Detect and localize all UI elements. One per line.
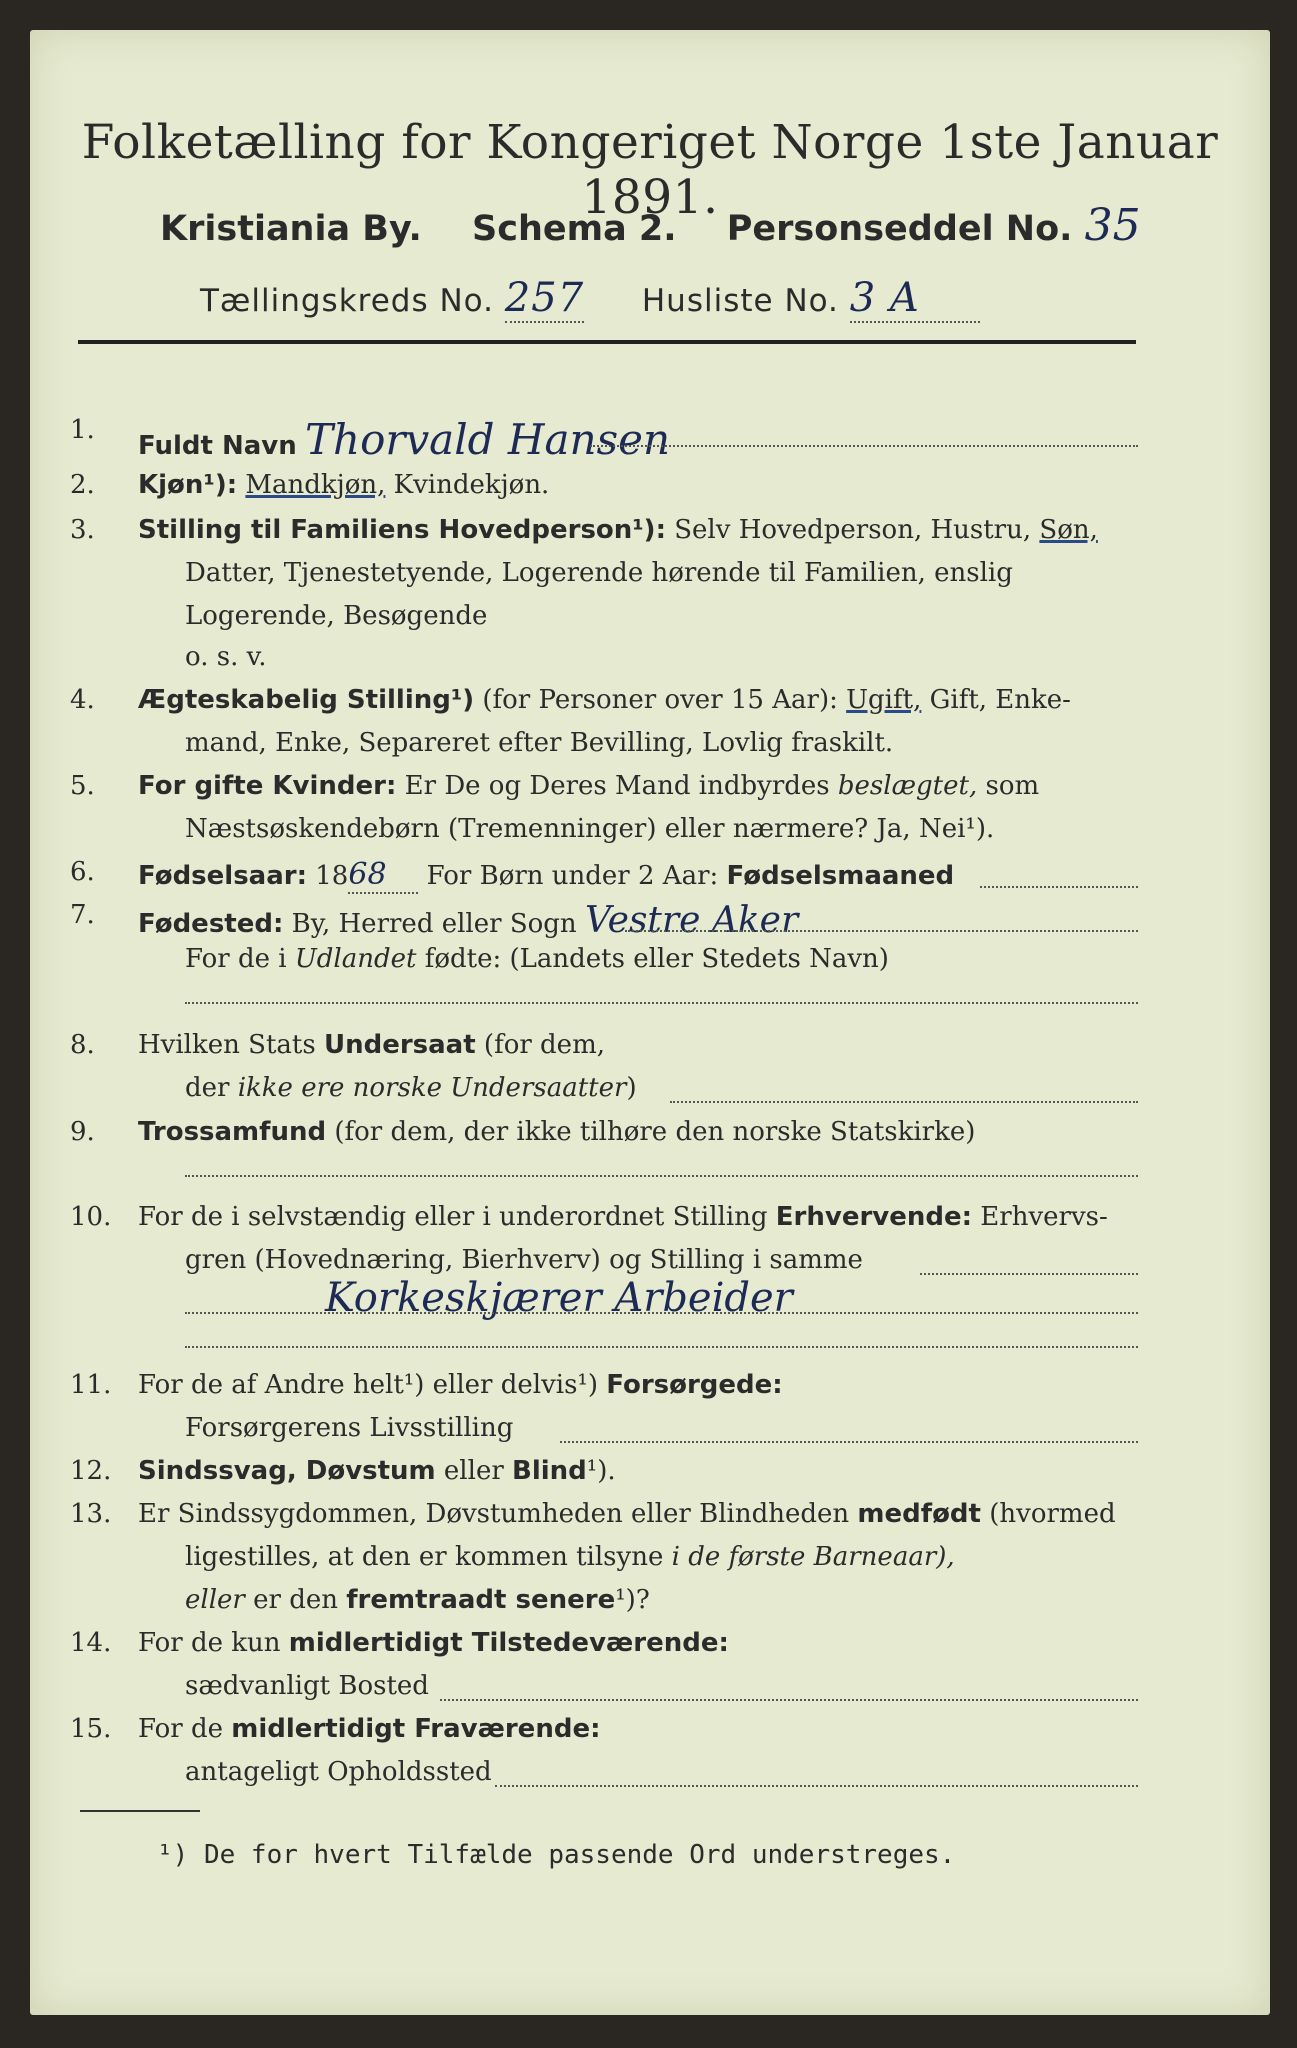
family-position-label: Stilling til Familiens Hovedperson¹):: [138, 515, 666, 545]
gender-label: Kjøn¹):: [138, 470, 238, 500]
husliste-label: Husliste No.: [641, 283, 839, 319]
personseddel-number[interactable]: 35: [1084, 200, 1141, 251]
taellingskreds-number[interactable]: 257: [504, 275, 585, 321]
header-divider: [78, 340, 1136, 344]
abroad-text-2: fødte: (Landets eller Stedets Navn): [416, 944, 889, 974]
item-number-7: 7.: [70, 900, 95, 930]
congenital-line-3b: ¹)?: [615, 1585, 650, 1615]
married-women-text: Er De og Deres Mand indbyrdes: [396, 771, 838, 801]
marital-status-text: (for Personer over 15 Aar):: [474, 685, 847, 715]
temporary-absent-line-2: antageligt Opholdssted: [185, 1757, 492, 1787]
item-number-2: 2.: [70, 470, 95, 500]
item-occupation: [138, 1202, 1108, 1232]
married-women-related: beslægtet,: [837, 771, 978, 801]
taellingskreds-label: Tællingskreds No.: [200, 283, 494, 319]
item-number-9: 9.: [70, 1117, 95, 1147]
item-number-15: 15.: [70, 1714, 112, 1744]
temporary-present-label: midlertidigt Tilstedeværende:: [288, 1628, 729, 1658]
birthplace-answer[interactable]: Vestre Aker: [584, 900, 799, 941]
congenital-line-3-label: fremtraadt senere: [346, 1585, 616, 1615]
temporary-absent-text: For de: [138, 1714, 232, 1744]
family-position-options: Selv Hovedperson, Hustru,: [665, 515, 1032, 545]
citizenship-line-2: [185, 1073, 637, 1103]
congenital-line-2: [185, 1542, 955, 1572]
religion-label: Trossamfund: [138, 1117, 327, 1147]
form-title: Folketælling for Kongeriget Norge 1ste Januar 1891.: [81, 115, 1219, 225]
family-position-selected[interactable]: Søn,: [1039, 515, 1098, 545]
city-label: Kristiania By.: [160, 209, 422, 249]
item-married-women: [138, 771, 1039, 801]
item-number-12: 12.: [70, 1456, 112, 1486]
item-birthplace: [138, 900, 798, 941]
disability-label-2: Blind: [512, 1456, 587, 1486]
birth-month-fill-line: [980, 886, 1138, 888]
birthplace-label: Fødested:: [138, 909, 284, 939]
congenital-line-3a: er den: [244, 1585, 347, 1615]
supported-text: For de af Andre helt¹) eller delvis¹): [138, 1370, 607, 1400]
citizenship-text-2: (for dem,: [475, 1030, 605, 1060]
citizenship-label: Undersaat: [323, 1030, 476, 1060]
citizenship-line-2-ital: ikke ere norske Undersaatter: [237, 1073, 627, 1103]
occupation-label: Erhvervende:: [775, 1202, 973, 1232]
item-number-14: 14.: [70, 1628, 112, 1658]
occupation-line-2: gren (Hovednæring, Bierhverv) og Stilling i samme: [185, 1245, 863, 1275]
temporary-present-line-2: sædvanligt Bosted: [185, 1671, 429, 1701]
abroad-text-1: For de i: [185, 944, 295, 974]
item-number-8: 8.: [70, 1030, 95, 1060]
item-marital-status: [138, 685, 1071, 715]
item-religion: [138, 1117, 975, 1147]
birthplace-abroad: [185, 944, 889, 974]
footnote-divider: [80, 1810, 200, 1812]
religion-text: (for dem, der ikke tilhøre den norske Statskirke): [326, 1117, 976, 1147]
congenital-line-3-ital: eller: [185, 1585, 245, 1615]
census-form: [30, 30, 1270, 2015]
occupation-text-2: Erhvervs-: [972, 1202, 1108, 1232]
congenital-line-2-ital: i de første Barneaar),: [671, 1542, 955, 1572]
abroad-text-ital: Udlandet: [294, 944, 417, 974]
occupation-fill-line-3: [185, 1346, 1138, 1348]
birth-month-text: For Børn under 2 Aar:: [418, 861, 727, 891]
item-number-3: 3.: [70, 515, 95, 545]
citizenship-fill-line: [670, 1101, 1138, 1103]
congenital-label: medfødt: [857, 1499, 981, 1529]
birthplace-text: By, Herred eller Sogn: [283, 909, 585, 939]
item-citizenship: [138, 1030, 605, 1060]
disability-text: eller: [435, 1456, 513, 1486]
birth-month-label: Fødselsmaaned: [726, 861, 955, 891]
married-women-text-2: som: [977, 771, 1040, 801]
marital-status-options: Gift, Enke-: [921, 685, 1071, 715]
footnote: ¹) De for hvert Tilfælde passende Ord understreges.: [157, 1840, 956, 1870]
occupation-text: For de i selvstændig eller i underordnet Stilling: [138, 1202, 776, 1232]
item-number-11: 11.: [70, 1370, 112, 1400]
item-birth-year: [138, 857, 954, 894]
occupation-answer[interactable]: Korkeskjærer Arbeider: [325, 1275, 793, 1321]
item-number-4: 4.: [70, 685, 95, 715]
full-name-answer[interactable]: Thorvald Hansen: [305, 415, 671, 464]
congenital-text-2: (hvormed: [980, 1499, 1116, 1529]
personseddel-label: Personseddel No.: [726, 209, 1073, 249]
congenital-line-2a: ligestilles, at den er kommen tilsyne: [185, 1542, 672, 1572]
form-subtitle: [160, 200, 1141, 251]
temporary-absent-label: midlertidigt Fraværende:: [231, 1714, 601, 1744]
married-women-line-2: Næstsøskendebørn (Tremenninger) eller nærmere? Ja, Nei¹).: [185, 814, 995, 844]
congenital-text: Er Sindssygdommen, Døvstumheden eller Blindheden: [138, 1499, 858, 1529]
birthplace-fill-line: [625, 930, 1138, 932]
item-number-13: 13.: [70, 1499, 112, 1529]
item-full-name: [138, 415, 670, 464]
husliste-number[interactable]: 3 A: [850, 275, 980, 323]
birth-year-prefix: 18: [307, 861, 349, 891]
occupation-fill-line-2: [185, 1312, 1138, 1314]
item-family-position: [138, 515, 1098, 545]
item-number-1: 1.: [70, 415, 95, 445]
supported-line-2: Forsørgerens Livsstilling: [185, 1413, 514, 1443]
abroad-fill-line: [185, 1002, 1138, 1004]
disability-text-2: ¹).: [586, 1456, 616, 1486]
religion-fill-line: [185, 1175, 1138, 1177]
congenital-line-3: [185, 1585, 650, 1615]
temporary-present-text: For de kun: [138, 1628, 289, 1658]
temporary-absent-fill-line: [495, 1785, 1138, 1787]
full-name-fill-line: [590, 445, 1138, 447]
item-number-10: 10.: [70, 1202, 112, 1232]
disability-label: Sindssvag, Døvstum: [138, 1456, 436, 1486]
item-temporary-present: [138, 1628, 729, 1658]
item-temporary-absent: [138, 1714, 600, 1744]
birth-year-label: Fødselsaar:: [138, 861, 307, 891]
item-number-5: 5.: [70, 771, 95, 801]
item-supported: [138, 1370, 783, 1400]
occupation-fill-line-1: [920, 1273, 1138, 1275]
gender-option-male[interactable]: Mandkjøn,: [245, 470, 386, 500]
supported-label: Forsørgede:: [606, 1370, 783, 1400]
temporary-present-fill-line: [440, 1699, 1138, 1701]
family-position-line-2: Datter, Tjenestetyende, Logerende hørende til Familien, enslig: [185, 558, 1013, 588]
married-women-label: For gifte Kvinder:: [138, 771, 397, 801]
item-disability: [138, 1456, 616, 1486]
item-congenital: [138, 1499, 1116, 1529]
family-position-line-4: o. s. v.: [185, 642, 267, 672]
citizenship-line-2a: der: [185, 1073, 238, 1103]
citizenship-text: Hvilken Stats: [138, 1030, 324, 1060]
birth-year-answer[interactable]: 68: [348, 857, 418, 894]
item-number-6: 6.: [70, 857, 95, 887]
form-counts: [200, 275, 980, 323]
schema-label: Schema 2.: [472, 209, 677, 249]
marital-status-label: Ægteskabelig Stilling¹): [138, 685, 475, 715]
item-gender: [138, 470, 549, 500]
marital-status-selected[interactable]: Ugift,: [846, 685, 922, 715]
family-position-line-3: Logerende, Besøgende: [185, 601, 488, 631]
marital-status-line-2: mand, Enke, Separeret efter Bevilling, Lovlig fraskilt.: [185, 728, 894, 758]
gender-option-female[interactable]: Kvindekjøn.: [385, 470, 550, 500]
citizenship-line-2b: ): [626, 1073, 637, 1103]
full-name-label: Fuldt Navn: [138, 431, 297, 461]
supported-fill-line: [560, 1441, 1138, 1443]
